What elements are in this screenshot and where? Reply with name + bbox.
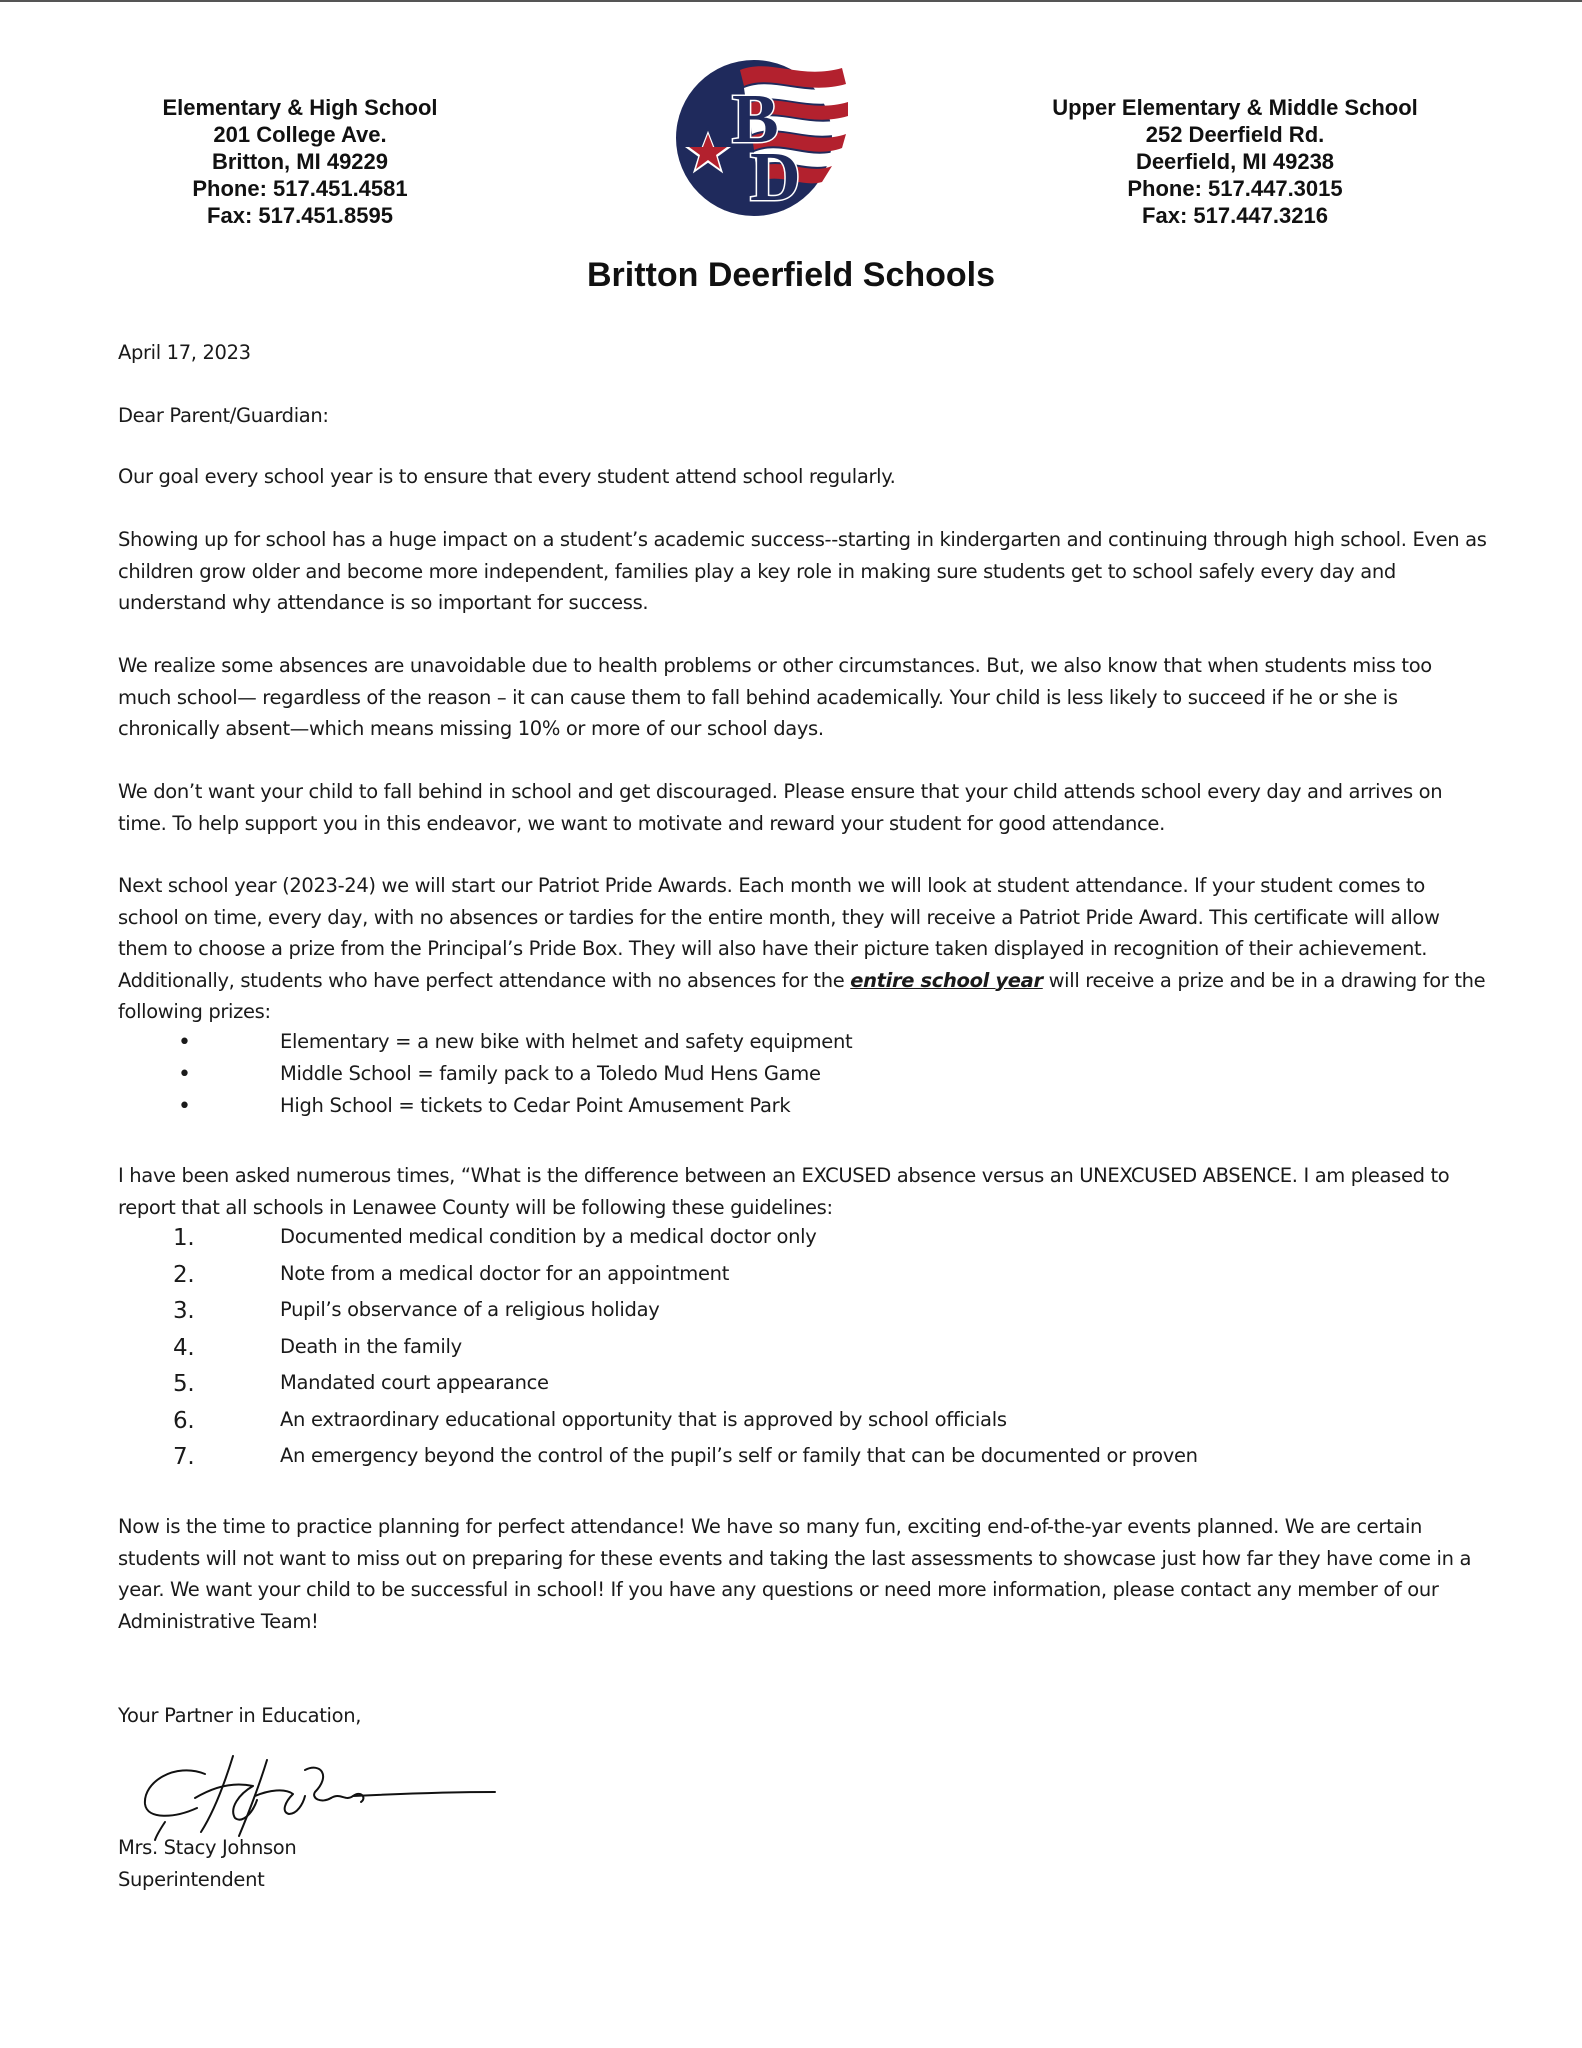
school-name: Britton Deerfield Schools: [586, 256, 996, 294]
awards-text-2: will receive a prize and be in a drawing for the following prizes:: [118, 968, 1486, 1023]
prize-text: Middle School = family pack to a Toledo Mud Hens Game: [280, 1062, 821, 1085]
signer-title: Superintendent: [118, 1868, 265, 1891]
left-address-fax: Fax: 517.451.8595: [207, 203, 393, 228]
paragraph-excused: I have been asked numerous times, “What is the difference between an EXCUSED absence versus an UNEXCUSED ABSENCE. I am pleased to report that all schools in Lenawee County will be following these guidelines:: [118, 1164, 1450, 1219]
list-number: 5.: [173, 1371, 195, 1397]
list-item: [118, 1030, 1488, 1062]
list-item: [118, 1335, 1488, 1372]
right-address-block: [1035, 94, 1435, 229]
paragraph-goal: Our goal every school year is to ensure that every student attend school regularly.: [118, 465, 896, 488]
prize-text: Elementary = a new bike with helmet and safety equipment: [280, 1030, 853, 1053]
awards-text-1: Next school year (2023-24) we will start our Patriot Pride Awards. Each month we will look at student attendance. If your student comes to school on time, every day, with no absences or tardies for the entire month, they will receive a Patriot Pride Award. This certificate will allow them to choose a prize from the Principal’s Pride Box. They will also have their picture taken displayed in recognition of their achievement. Additionally, students who have perfect attendance with no absences for the: [118, 874, 1440, 992]
list-item: [118, 1408, 1488, 1445]
prize-text: High School = tickets to Cedar Point Amusement Park: [280, 1094, 791, 1117]
bullet-icon: •: [178, 1030, 191, 1055]
paragraph-encourage: We don’t want your child to fall behind in school and get discouraged. Please ensure that your child attends school every day and arrives on time. To help support you in this endeavor, we want to motivate and reward your student for good attendance.: [118, 780, 1443, 835]
school-logo: [670, 50, 850, 220]
signature: [135, 1752, 505, 1842]
guideline-text: Mandated court appearance: [280, 1371, 549, 1394]
list-item: [118, 1262, 1488, 1299]
right-address-phone: Phone: 517.447.3015: [1127, 176, 1343, 201]
guideline-text: An extraordinary educational opportunity that is approved by school officials: [280, 1407, 1007, 1431]
bullet-icon: •: [178, 1062, 191, 1087]
bullet-icon: •: [178, 1094, 191, 1119]
list-item: [118, 1371, 1488, 1408]
list-number: 7.: [173, 1444, 195, 1470]
signer-name: Mrs. Stacy Johnson: [118, 1836, 297, 1859]
list-item: [118, 1298, 1488, 1335]
left-address-phone: Phone: 517.451.4581: [192, 176, 408, 201]
paragraph-awards: [118, 870, 1488, 1028]
logo-letter-b: B: [732, 81, 779, 158]
list-number: 3.: [173, 1298, 195, 1324]
list-item: [118, 1062, 1488, 1094]
awards-emphasis: entire school year: [850, 968, 1043, 992]
letter-date: April 17, 2023: [118, 341, 251, 364]
list-number: 4.: [173, 1334, 195, 1361]
left-address-line-3: Britton, MI 49229: [211, 149, 389, 174]
paragraph-absences: We realize some absences are unavoidable due to health problems or other circumstances. But, we also know that when students miss too much school— regardless of the reason – it can cause them to fall behind academically. Your child is less likely to succeed if he or she is chronically absent—which means missing 10% or more of our school days.: [118, 654, 1432, 740]
list-number: 1.: [173, 1225, 195, 1251]
right-address-line-3: Deerfield, MI 49238: [1135, 149, 1335, 174]
left-address-line-2: 201 College Ave.: [213, 122, 387, 147]
prize-list: [118, 1030, 1488, 1126]
letter-closing: Your Partner in Education,: [118, 1704, 362, 1727]
guideline-text: An emergency beyond the control of the pupil’s self or family that can be documented or proven: [280, 1444, 1198, 1467]
list-item: [118, 1444, 1488, 1481]
guideline-text: Pupil’s observance of a religious holiday: [280, 1298, 660, 1321]
list-item: [118, 1094, 1488, 1126]
left-address-line-1: Elementary & High School: [162, 95, 438, 120]
right-address-line-2: 252 Deerfield Rd.: [1145, 122, 1325, 147]
right-address-fax: Fax: 517.447.3216: [1142, 203, 1328, 228]
letter-salutation: Dear Parent/Guardian:: [118, 404, 329, 427]
guideline-text: Documented medical condition by a medical doctor only: [280, 1225, 817, 1248]
paragraph-impact: Showing up for school has a huge impact on a student’s academic success--starting in kindergarten and continuing through high school. Even as children grow older and become more independent, families play a key role in making sure students get to school safely every day and understand why attendance is so important for success.: [118, 528, 1487, 614]
left-address-block: [130, 94, 470, 229]
right-address-line-1: Upper Elementary & Middle School: [1052, 95, 1418, 120]
paragraph-closing: Now is the time to practice planning for perfect attendance! We have so many fun, exciting end-of-the-yar events planned. We are certain students will not want to miss out on preparing for these events and taking the last assessments to showcase just how far they have come in a year. We want your child to be successful in school! If you have any questions or need more information, please contact any member of our Administrative Team!: [118, 1515, 1472, 1633]
guideline-text: Death in the family: [280, 1334, 462, 1358]
list-item: [118, 1225, 1488, 1262]
guideline-text: Note from a medical doctor for an appointment: [280, 1261, 730, 1285]
guideline-list: [118, 1225, 1488, 1481]
list-number: 6.: [173, 1407, 195, 1434]
top-rule: [0, 0, 1582, 2]
logo-letter-d: D: [750, 139, 801, 216]
list-number: 2.: [173, 1261, 195, 1288]
